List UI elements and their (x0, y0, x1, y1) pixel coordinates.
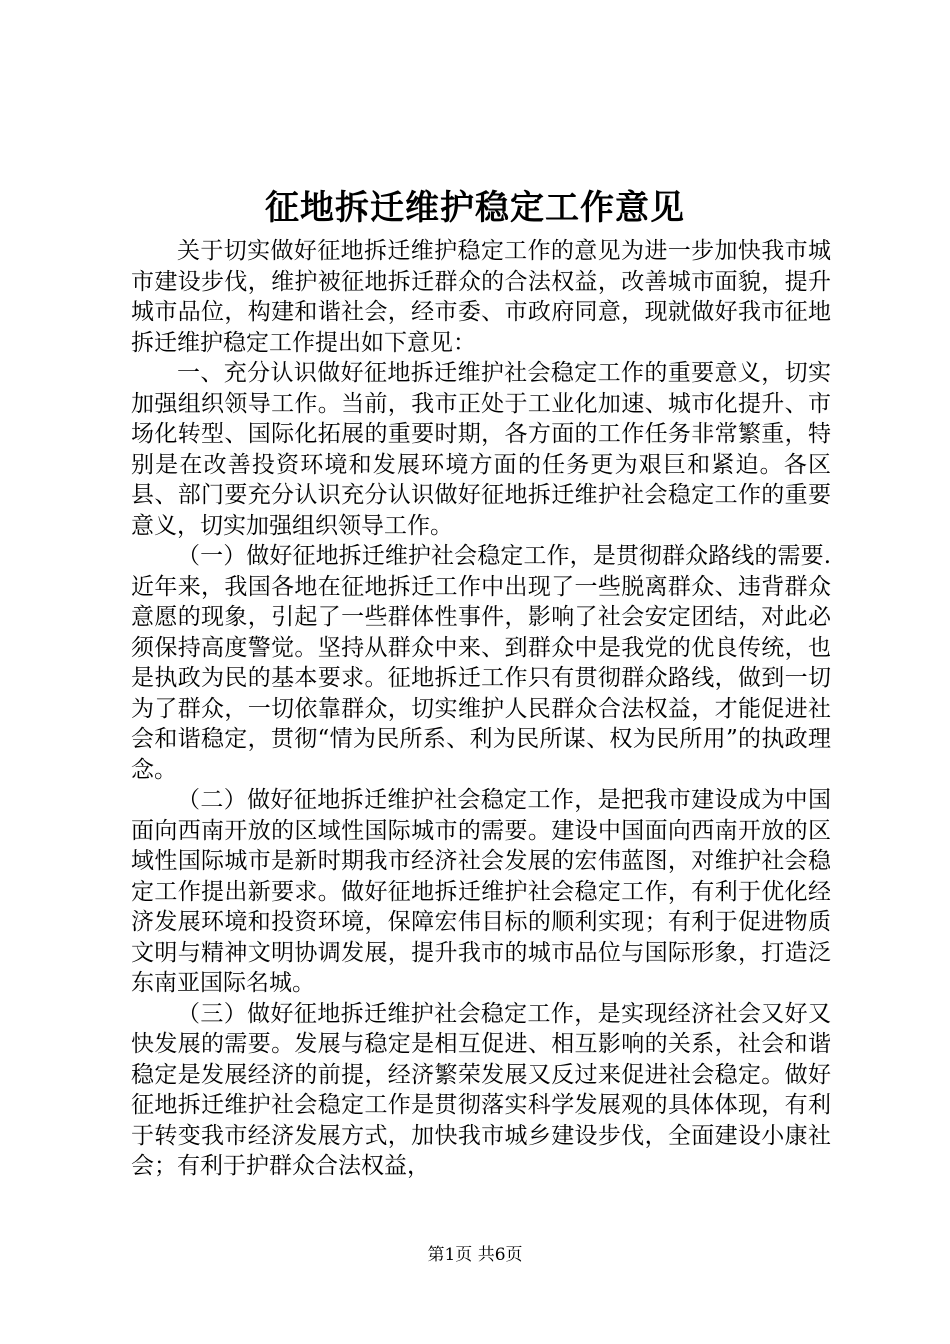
page-footer: 第1页 共6页 (427, 1245, 523, 1265)
paragraph-section-1: 一、充分认识做好征地拆迁维护社会稳定工作的重要意义，切实加强组织领导工作。当前，我市正处于工业化加速、城市化提升、市场化转型、国际化拓展的重要时期，各方面的工作任务非常繁重，特别是在改善投资环境和发展环境方面的任务更为艰巨和紧迫。各区县、部门要充分认识充分认识做好征地拆迁维护社会稳定工作的重要意义，切实加强组织领导工作。 (131, 360, 831, 539)
paragraph-intro: 关于切实做好征地拆迁维护稳定工作的意见为进一步加快我市城市建设步伐，维护被征地拆迁群众的合法权益，改善城市面貌，提升城市品位，构建和谐社会，经市委、市政府同意，现就做好我市征地拆迁维护稳定工作提出如下意见： (131, 238, 831, 356)
document-title: 征地拆迁维护稳定工作意见 (265, 188, 685, 228)
paragraph-item-2: （二）做好征地拆迁维护社会稳定工作，是把我市建设成为中国面向西南开放的区域性国际城市的需要。建设中国面向西南开放的区域性国际城市是新时期我市经济社会发展的宏伟蓝图，对维护社会稳定工作提出新要求。做好征地拆迁维护社会稳定工作，有利于优化经济发展环境和投资环境，保障宏伟目标的顺利实现；有利于促进物质文明与精神文明协调发展，提升我市的城市品位与国际形象，打造泛东南亚国际名城。 (131, 787, 831, 996)
document-body (131, 236, 831, 1182)
paragraph-item-1: （一）做好征地拆迁维护社会稳定工作，是贯彻群众路线的需要.近年来，我国各地在征地拆迁工作中出现了一些脱离群众、违背群众意愿的现象，引起了一些群体性事件，影响了社会安定团结，对此必须保持高度警觉。坚持从群众中来、到群众中是我党的优良传统，也是执政为民的基本要求。征地拆迁工作只有贯彻群众路线，做到一切为了群众，一切依靠群众，切实维护人民群众合法权益，才能促进社会和谐稳定，贯彻“情为民所系、利为民所谋、权为民所用”的执政理念。 (131, 543, 831, 783)
paragraph-item-3: （三）做好征地拆迁维护社会稳定工作，是实现经济社会又好又快发展的需要。发展与稳定是相互促进、相互影响的关系，社会和谐稳定是发展经济的前提，经济繁荣发展又反过来促进社会稳定。做好征地拆迁维护社会稳定工作是贯彻落实科学发展观的具体体现，有利于转变我市经济发展方式，加快我市城乡建设步伐，全面建设小康社会；有利于护群众合法权益， (131, 1000, 831, 1179)
